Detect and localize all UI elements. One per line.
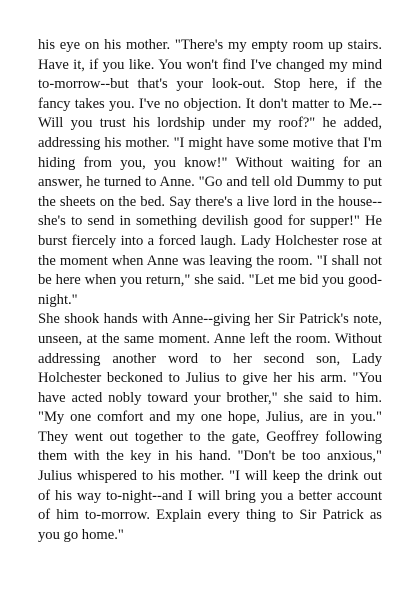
page-body xyxy=(38,36,382,545)
paragraph-1: his eye on his mother. "There's my empty room up stairs. Have it, if you like. You won't find I've changed my mind to-morrow--but that's your look-out. Stop here, if the fancy takes you. I've no objection. It don't matter to Me.--Will you trust his lordship under my roof?" he added, addressing his mother. "I might have some motive that I'm hiding from you, you know!" Without waiting for an answer, he turned to Anne. "Go and tell old Dummy to put the sheets on the bed. Say there's a live lord in the house--she's to send in something devilish good for supper!" He burst fiercely into a forced laugh. Lady Holchester rose at the moment when Anne was leaving the room. "I shall not be here when you return," she said. "Let me bid you good-night." xyxy=(38,37,382,308)
paragraph-2: She shook hands with Anne--giving her Sir Patrick's note, unseen, at the same moment. Anne left the room. Without addressing another word to her second son, Lady Holchester beckoned to Julius to give her his arm. "You have acted nobly toward your brother," she said to him. "My one comfort and my one hope, Julius, are in you." They went out together to the gate, Geoffrey following them with the key in his hand. "Don't be too anxious," Julius whispered to his mother. "I will keep the drink out of his way to-night--and I will bring you a better account of him to-morrow. Explain every thing to Sir Patrick as you go home." xyxy=(38,311,382,543)
